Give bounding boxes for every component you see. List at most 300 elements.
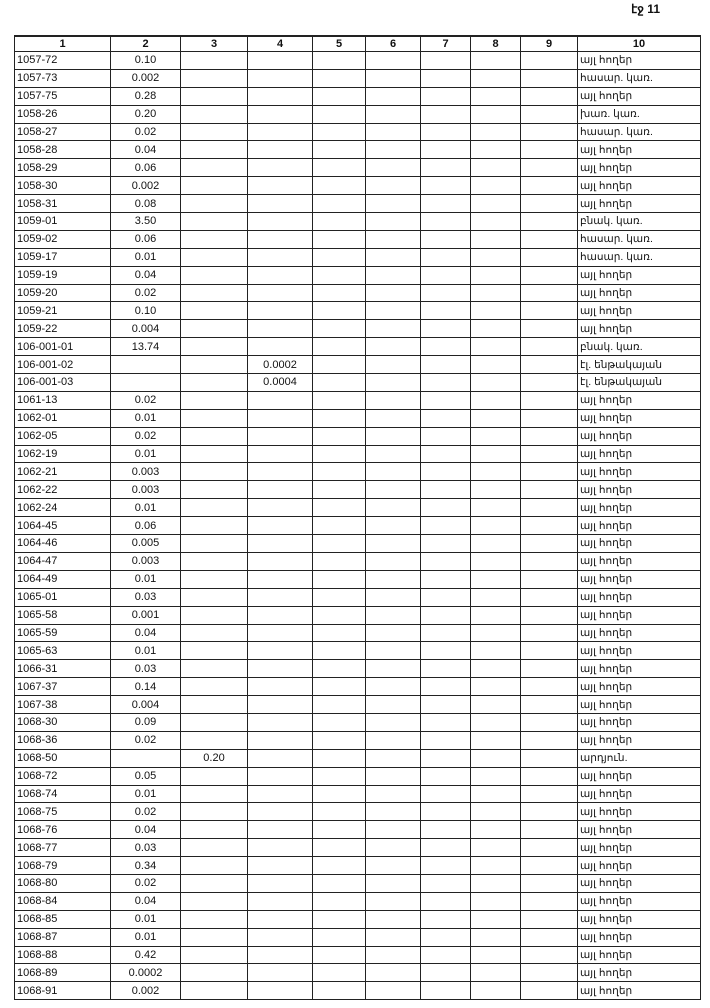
cell-col-9 bbox=[521, 552, 578, 570]
cell-col-1: 1064-49 bbox=[15, 570, 111, 588]
cell-col-6 bbox=[366, 857, 421, 875]
cell-col-1: 1068-80 bbox=[15, 874, 111, 892]
cell-col-3 bbox=[181, 606, 248, 624]
cell-col-4 bbox=[248, 731, 313, 749]
cell-col-4 bbox=[248, 696, 313, 714]
cell-col-5 bbox=[313, 946, 366, 964]
cell-col-8 bbox=[471, 946, 521, 964]
cell-col-2: 0.09 bbox=[111, 713, 181, 731]
cell-col-1: 1057-72 bbox=[15, 52, 111, 70]
cell-col-7 bbox=[421, 821, 471, 839]
cell-col-8 bbox=[471, 839, 521, 857]
cell-col-3 bbox=[181, 982, 248, 1000]
cell-col-4 bbox=[248, 230, 313, 248]
cell-col-6 bbox=[366, 910, 421, 928]
table-row bbox=[15, 964, 701, 982]
cell-col-2: 0.04 bbox=[111, 892, 181, 910]
cell-col-7 bbox=[421, 946, 471, 964]
cell-col-7 bbox=[421, 356, 471, 374]
cell-col-3: 0.20 bbox=[181, 749, 248, 767]
cell-col-6 bbox=[366, 105, 421, 123]
cell-col-4 bbox=[248, 338, 313, 356]
cell-col-9 bbox=[521, 52, 578, 70]
cell-col-5 bbox=[313, 570, 366, 588]
cell-col-8 bbox=[471, 356, 521, 374]
cell-col-4 bbox=[248, 857, 313, 875]
cell-col-5 bbox=[313, 338, 366, 356]
table-row bbox=[15, 570, 701, 588]
cell-col-3 bbox=[181, 141, 248, 159]
cell-col-4 bbox=[248, 391, 313, 409]
cell-col-1: 106-001-01 bbox=[15, 338, 111, 356]
cell-col-5 bbox=[313, 481, 366, 499]
cell-col-7 bbox=[421, 141, 471, 159]
table-row bbox=[15, 320, 701, 338]
cell-col-3 bbox=[181, 624, 248, 642]
cell-col-8 bbox=[471, 230, 521, 248]
cell-col-5 bbox=[313, 159, 366, 177]
cell-col-5 bbox=[313, 892, 366, 910]
cell-col-1: 1068-84 bbox=[15, 892, 111, 910]
cell-col-7 bbox=[421, 678, 471, 696]
cell-col-10: բնակ. կառ. bbox=[578, 338, 701, 356]
cell-col-10: այլ հողեր bbox=[578, 821, 701, 839]
cell-col-3 bbox=[181, 213, 248, 231]
cell-col-6 bbox=[366, 767, 421, 785]
column-header-1: 1 bbox=[15, 36, 111, 52]
cell-col-5 bbox=[313, 928, 366, 946]
cell-col-8 bbox=[471, 481, 521, 499]
cell-col-5 bbox=[313, 982, 366, 1000]
cell-col-7 bbox=[421, 445, 471, 463]
cell-col-10: այլ հողեր bbox=[578, 177, 701, 195]
cell-col-2: 0.002 bbox=[111, 982, 181, 1000]
cell-col-7 bbox=[421, 535, 471, 553]
cell-col-1: 1059-22 bbox=[15, 320, 111, 338]
table-row bbox=[15, 946, 701, 964]
cell-col-2: 0.02 bbox=[111, 391, 181, 409]
cell-col-7 bbox=[421, 230, 471, 248]
cell-col-9 bbox=[521, 946, 578, 964]
cell-col-2: 0.20 bbox=[111, 105, 181, 123]
cell-col-7 bbox=[421, 499, 471, 517]
cell-col-7 bbox=[421, 284, 471, 302]
cell-col-6 bbox=[366, 195, 421, 213]
cell-col-9 bbox=[521, 284, 578, 302]
cell-col-9 bbox=[521, 266, 578, 284]
cell-col-2: 0.002 bbox=[111, 177, 181, 195]
cell-col-10: այլ հողեր bbox=[578, 713, 701, 731]
cell-col-9 bbox=[521, 105, 578, 123]
table-row bbox=[15, 391, 701, 409]
cell-col-8 bbox=[471, 517, 521, 535]
cell-col-2: 0.10 bbox=[111, 302, 181, 320]
cell-col-2: 0.02 bbox=[111, 427, 181, 445]
cell-col-2: 0.01 bbox=[111, 910, 181, 928]
table-row bbox=[15, 87, 701, 105]
cell-col-10: հասար. կառ. bbox=[578, 230, 701, 248]
column-header-10: 10 bbox=[578, 36, 701, 52]
cell-col-8 bbox=[471, 266, 521, 284]
cell-col-2: 0.04 bbox=[111, 624, 181, 642]
table-row bbox=[15, 624, 701, 642]
cell-col-6 bbox=[366, 141, 421, 159]
cell-col-1: 1058-29 bbox=[15, 159, 111, 177]
cell-col-10: այլ հողեր bbox=[578, 874, 701, 892]
column-header-5: 5 bbox=[313, 36, 366, 52]
cell-col-1: 1066-31 bbox=[15, 660, 111, 678]
table-row bbox=[15, 338, 701, 356]
cell-col-2: 0.42 bbox=[111, 946, 181, 964]
cell-col-8 bbox=[471, 696, 521, 714]
table-row bbox=[15, 731, 701, 749]
cell-col-8 bbox=[471, 588, 521, 606]
cell-col-3 bbox=[181, 69, 248, 87]
cell-col-4 bbox=[248, 463, 313, 481]
cell-col-10: այլ հողեր bbox=[578, 606, 701, 624]
cell-col-2 bbox=[111, 374, 181, 392]
cell-col-9 bbox=[521, 767, 578, 785]
cell-col-4 bbox=[248, 141, 313, 159]
cell-col-7 bbox=[421, 713, 471, 731]
cell-col-3 bbox=[181, 195, 248, 213]
table-row bbox=[15, 356, 701, 374]
cell-col-10: խառ. կառ. bbox=[578, 105, 701, 123]
cell-col-1: 1062-01 bbox=[15, 409, 111, 427]
cell-col-2: 0.005 bbox=[111, 535, 181, 553]
cell-col-10: այլ հողեր bbox=[578, 141, 701, 159]
cell-col-3 bbox=[181, 803, 248, 821]
cell-col-6 bbox=[366, 821, 421, 839]
cell-col-3 bbox=[181, 445, 248, 463]
cell-col-10: այլ հողեր bbox=[578, 588, 701, 606]
table-row bbox=[15, 266, 701, 284]
cell-col-4 bbox=[248, 588, 313, 606]
cell-col-8 bbox=[471, 767, 521, 785]
cell-col-7 bbox=[421, 320, 471, 338]
header-row bbox=[15, 36, 701, 52]
cell-col-6 bbox=[366, 266, 421, 284]
cell-col-6 bbox=[366, 535, 421, 553]
cell-col-5 bbox=[313, 141, 366, 159]
cell-col-6 bbox=[366, 52, 421, 70]
cell-col-10: այլ հողեր bbox=[578, 535, 701, 553]
cell-col-4 bbox=[248, 105, 313, 123]
cell-col-6 bbox=[366, 320, 421, 338]
cell-col-9 bbox=[521, 87, 578, 105]
cell-col-1: 1067-37 bbox=[15, 678, 111, 696]
cell-col-9 bbox=[521, 821, 578, 839]
cell-col-7 bbox=[421, 785, 471, 803]
cell-col-8 bbox=[471, 159, 521, 177]
cell-col-3 bbox=[181, 248, 248, 266]
table-row bbox=[15, 606, 701, 624]
cell-col-9 bbox=[521, 481, 578, 499]
cell-col-3 bbox=[181, 105, 248, 123]
cell-col-8 bbox=[471, 910, 521, 928]
cell-col-5 bbox=[313, 964, 366, 982]
cell-col-7 bbox=[421, 874, 471, 892]
cell-col-3 bbox=[181, 821, 248, 839]
cell-col-2: 0.0002 bbox=[111, 964, 181, 982]
cell-col-4 bbox=[248, 928, 313, 946]
cell-col-3 bbox=[181, 785, 248, 803]
cell-col-4 bbox=[248, 570, 313, 588]
cell-col-6 bbox=[366, 928, 421, 946]
cell-col-8 bbox=[471, 821, 521, 839]
cell-col-4 bbox=[248, 785, 313, 803]
cell-col-6 bbox=[366, 356, 421, 374]
column-header-6: 6 bbox=[366, 36, 421, 52]
cell-col-10: այլ հողեր bbox=[578, 660, 701, 678]
cell-col-8 bbox=[471, 785, 521, 803]
cell-col-1: 1068-77 bbox=[15, 839, 111, 857]
cell-col-2: 0.02 bbox=[111, 123, 181, 141]
cell-col-8 bbox=[471, 213, 521, 231]
cell-col-2: 0.05 bbox=[111, 767, 181, 785]
cell-col-8 bbox=[471, 606, 521, 624]
cell-col-9 bbox=[521, 463, 578, 481]
cell-col-1: 1058-30 bbox=[15, 177, 111, 195]
cell-col-7 bbox=[421, 195, 471, 213]
cell-col-1: 1068-85 bbox=[15, 910, 111, 928]
cell-col-5 bbox=[313, 123, 366, 141]
cell-col-3 bbox=[181, 230, 248, 248]
column-header-9: 9 bbox=[521, 36, 578, 52]
cell-col-7 bbox=[421, 177, 471, 195]
cell-col-4 bbox=[248, 87, 313, 105]
cell-col-10: այլ հողեր bbox=[578, 964, 701, 982]
cell-col-8 bbox=[471, 445, 521, 463]
cell-col-2: 0.01 bbox=[111, 785, 181, 803]
cell-col-6 bbox=[366, 69, 421, 87]
cell-col-7 bbox=[421, 248, 471, 266]
cell-col-6 bbox=[366, 159, 421, 177]
cell-col-9 bbox=[521, 874, 578, 892]
cell-col-4 bbox=[248, 302, 313, 320]
cell-col-6 bbox=[366, 302, 421, 320]
cell-col-8 bbox=[471, 570, 521, 588]
cell-col-5 bbox=[313, 660, 366, 678]
cell-col-6 bbox=[366, 338, 421, 356]
cell-col-4 bbox=[248, 892, 313, 910]
table-row bbox=[15, 928, 701, 946]
cell-col-6 bbox=[366, 427, 421, 445]
cell-col-8 bbox=[471, 731, 521, 749]
cell-col-9 bbox=[521, 910, 578, 928]
cell-col-10: այլ հողեր bbox=[578, 195, 701, 213]
cell-col-7 bbox=[421, 839, 471, 857]
cell-col-6 bbox=[366, 374, 421, 392]
cell-col-4 bbox=[248, 642, 313, 660]
cell-col-9 bbox=[521, 374, 578, 392]
cell-col-4 bbox=[248, 320, 313, 338]
cell-col-1: 1068-30 bbox=[15, 713, 111, 731]
cell-col-9 bbox=[521, 839, 578, 857]
cell-col-4 bbox=[248, 874, 313, 892]
cell-col-7 bbox=[421, 857, 471, 875]
cell-col-5 bbox=[313, 874, 366, 892]
cell-col-6 bbox=[366, 409, 421, 427]
cell-col-3 bbox=[181, 320, 248, 338]
cell-col-5 bbox=[313, 445, 366, 463]
cell-col-6 bbox=[366, 87, 421, 105]
cell-col-1: 1058-31 bbox=[15, 195, 111, 213]
column-header-4: 4 bbox=[248, 36, 313, 52]
cell-col-1: 1059-17 bbox=[15, 248, 111, 266]
cell-col-10: հասար. կառ. bbox=[578, 69, 701, 87]
cell-col-2: 0.01 bbox=[111, 248, 181, 266]
cell-col-6 bbox=[366, 696, 421, 714]
column-header-7: 7 bbox=[421, 36, 471, 52]
cell-col-7 bbox=[421, 570, 471, 588]
cell-col-9 bbox=[521, 731, 578, 749]
cell-col-1: 106-001-03 bbox=[15, 374, 111, 392]
table-row bbox=[15, 195, 701, 213]
cell-col-9 bbox=[521, 982, 578, 1000]
cell-col-5 bbox=[313, 499, 366, 517]
cell-col-9 bbox=[521, 302, 578, 320]
table-row bbox=[15, 499, 701, 517]
cell-col-9 bbox=[521, 177, 578, 195]
table-row bbox=[15, 445, 701, 463]
cell-col-1: 1068-89 bbox=[15, 964, 111, 982]
cell-col-5 bbox=[313, 642, 366, 660]
cell-col-3 bbox=[181, 535, 248, 553]
cell-col-5 bbox=[313, 606, 366, 624]
cell-col-9 bbox=[521, 749, 578, 767]
table-row bbox=[15, 409, 701, 427]
cell-col-6 bbox=[366, 463, 421, 481]
cell-col-2: 0.08 bbox=[111, 195, 181, 213]
cell-col-6 bbox=[366, 803, 421, 821]
cell-col-6 bbox=[366, 946, 421, 964]
cell-col-9 bbox=[521, 570, 578, 588]
cell-col-5 bbox=[313, 857, 366, 875]
cell-col-8 bbox=[471, 338, 521, 356]
cell-col-6 bbox=[366, 785, 421, 803]
cell-col-2: 0.28 bbox=[111, 87, 181, 105]
cell-col-5 bbox=[313, 69, 366, 87]
cell-col-7 bbox=[421, 427, 471, 445]
cell-col-7 bbox=[421, 481, 471, 499]
cell-col-10: այլ հողեր bbox=[578, 946, 701, 964]
cell-col-6 bbox=[366, 177, 421, 195]
cell-col-1: 1065-01 bbox=[15, 588, 111, 606]
cell-col-5 bbox=[313, 320, 366, 338]
cell-col-1: 1065-63 bbox=[15, 642, 111, 660]
cell-col-1: 1065-58 bbox=[15, 606, 111, 624]
cell-col-6 bbox=[366, 749, 421, 767]
cell-col-2: 0.01 bbox=[111, 570, 181, 588]
table-row bbox=[15, 177, 701, 195]
table-row bbox=[15, 159, 701, 177]
cell-col-4 bbox=[248, 123, 313, 141]
cell-col-7 bbox=[421, 642, 471, 660]
cell-col-7 bbox=[421, 69, 471, 87]
cell-col-4 bbox=[248, 52, 313, 70]
cell-col-7 bbox=[421, 409, 471, 427]
cell-col-9 bbox=[521, 660, 578, 678]
table-row bbox=[15, 552, 701, 570]
cell-col-1: 1058-26 bbox=[15, 105, 111, 123]
cell-col-6 bbox=[366, 624, 421, 642]
cell-col-7 bbox=[421, 910, 471, 928]
cell-col-8 bbox=[471, 302, 521, 320]
cell-col-2: 0.02 bbox=[111, 874, 181, 892]
cell-col-5 bbox=[313, 696, 366, 714]
table-row bbox=[15, 749, 701, 767]
cell-col-4 bbox=[248, 713, 313, 731]
cell-col-5 bbox=[313, 552, 366, 570]
cell-col-10: այլ հողեր bbox=[578, 767, 701, 785]
cell-col-5 bbox=[313, 803, 366, 821]
cell-col-2: 0.003 bbox=[111, 481, 181, 499]
cell-col-10: այլ հողեր bbox=[578, 857, 701, 875]
table-row bbox=[15, 123, 701, 141]
cell-col-5 bbox=[313, 213, 366, 231]
cell-col-4 bbox=[248, 660, 313, 678]
cell-col-9 bbox=[521, 606, 578, 624]
cell-col-4 bbox=[248, 159, 313, 177]
cell-col-1: 1068-91 bbox=[15, 982, 111, 1000]
cell-col-5 bbox=[313, 374, 366, 392]
cell-col-7 bbox=[421, 982, 471, 1000]
cell-col-8 bbox=[471, 535, 521, 553]
cell-col-6 bbox=[366, 499, 421, 517]
cell-col-10: այլ հողեր bbox=[578, 803, 701, 821]
cell-col-9 bbox=[521, 195, 578, 213]
cell-col-4 bbox=[248, 266, 313, 284]
cell-col-5 bbox=[313, 731, 366, 749]
cell-col-3 bbox=[181, 517, 248, 535]
cell-col-3 bbox=[181, 642, 248, 660]
cell-col-6 bbox=[366, 660, 421, 678]
cell-col-3 bbox=[181, 302, 248, 320]
cell-col-2: 0.04 bbox=[111, 141, 181, 159]
cell-col-4 bbox=[248, 606, 313, 624]
cell-col-7 bbox=[421, 266, 471, 284]
cell-col-10: այլ հողեր bbox=[578, 266, 701, 284]
cell-col-4 bbox=[248, 767, 313, 785]
cell-col-6 bbox=[366, 982, 421, 1000]
cell-col-5 bbox=[313, 248, 366, 266]
cell-col-8 bbox=[471, 749, 521, 767]
cell-col-1: 1057-75 bbox=[15, 87, 111, 105]
cell-col-9 bbox=[521, 857, 578, 875]
cell-col-9 bbox=[521, 785, 578, 803]
table-row bbox=[15, 105, 701, 123]
table-row bbox=[15, 803, 701, 821]
cell-col-1: 1064-47 bbox=[15, 552, 111, 570]
cell-col-8 bbox=[471, 874, 521, 892]
cell-col-4 bbox=[248, 839, 313, 857]
cell-col-4: 0.0004 bbox=[248, 374, 313, 392]
cell-col-5 bbox=[313, 195, 366, 213]
cell-col-6 bbox=[366, 230, 421, 248]
cell-col-3 bbox=[181, 964, 248, 982]
cell-col-10: այլ հողեր bbox=[578, 982, 701, 1000]
table-row bbox=[15, 785, 701, 803]
cell-col-5 bbox=[313, 678, 366, 696]
cell-col-10: այլ հողեր bbox=[578, 499, 701, 517]
cell-col-10: այլ հողեր bbox=[578, 87, 701, 105]
cell-col-10: էլ. ենթակայան bbox=[578, 374, 701, 392]
cell-col-6 bbox=[366, 248, 421, 266]
cell-col-10: այլ հողեր bbox=[578, 624, 701, 642]
cell-col-4 bbox=[248, 982, 313, 1000]
cell-col-3 bbox=[181, 284, 248, 302]
